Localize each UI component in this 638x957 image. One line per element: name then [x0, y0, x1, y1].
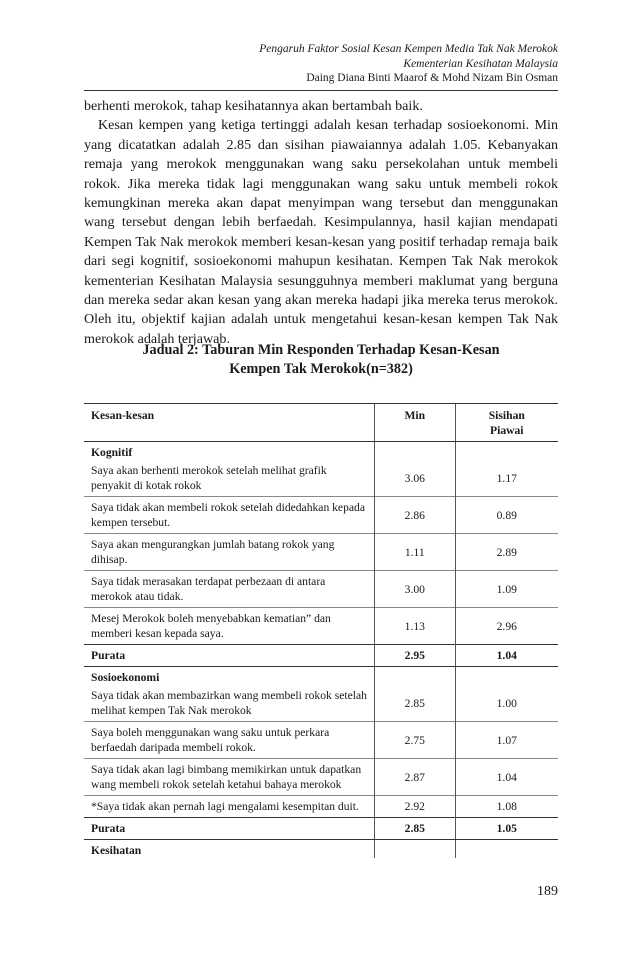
section-empty-cell: [455, 840, 558, 859]
section-empty-cell: [375, 667, 456, 686]
sd-cell: 1.17: [455, 460, 558, 497]
statement-cell: Saya tidak akan membazirkan wang membeli rokok setelah melihat kempen Tak Nak merokok: [91, 689, 367, 717]
col-header-sisihan: [455, 404, 558, 442]
min-cell: 2.87: [375, 759, 456, 796]
sd-cell: 1.00: [455, 685, 558, 722]
caption-line-2: Kempen Tak Merokok(n=382): [229, 361, 413, 377]
section-header-row: [84, 840, 558, 859]
min-cell: 2.85: [375, 685, 456, 722]
min-cell: 3.06: [375, 460, 456, 497]
col-header-sisihan-line1: Sisihan: [488, 409, 525, 422]
total-row: [84, 645, 558, 667]
paragraph-2: Kesan kempen yang ketiga tertinggi adalah kesan terhadap sosioekonomi. Min yang dicatatkan adalah 2.85 dan sisihan piawaiannya adalah 1.05. Kebanyakan remaja yang merokok menggunakan wang saku persekolahan untuk membeli rokok. Jika mereka tidak lagi menggunakan wang saku untuk membeli rokok kemungkinan mereka akan dapat menyimpan wang tersebut dan menggunakan wang tersebut dengan lebih berfaedah. Kesimpulannya, hasil kajian mendapati Kempen Tak Nak merokok memberi kesan-kesan yang positif terhadap remaja baik dari segi kognitif, sosioekonomi mahupun kesihatan. Kempen Tak Nak merokok kementerian Kesihatan Malaysia sesungguhnya memberi maklumat yang berguna dan mereka sedar akan kesan yang akan mereka hadapi jika mereka terus merokok. Oleh itu, objektif kajian adalah untuk mengetahui kesan-kesan kempen Tak Nak merokok adalah terjawab.: [84, 117, 558, 347]
min-cell: 3.00: [375, 571, 456, 608]
total-row: [84, 818, 558, 840]
col-header-kesan: Kesan-kesan: [84, 404, 375, 442]
total-label: Purata: [84, 645, 375, 667]
running-header: [259, 42, 558, 86]
header-title: Pengaruh Faktor Sosial Kesan Kempen Media Tak Nak Merokok: [259, 43, 558, 55]
section-empty-cell: [455, 442, 558, 461]
table-row: [84, 759, 558, 796]
header-rule: [84, 90, 558, 91]
statement-cell: *Saya tidak akan pernah lagi mengalami kesempitan duit.: [84, 796, 375, 818]
statement-cell: Saya akan mengurangkan jumlah batang rokok yang dihisap.: [84, 534, 375, 571]
table-row: [84, 460, 558, 497]
statement-cell: Mesej Merokok boleh menyebabkan kematian” dan memberi kesan kepada saya.: [84, 608, 375, 645]
table-row: [84, 497, 558, 534]
header-authors: Daing Diana Binti Maarof & Mohd Nizam Bin Osman: [306, 72, 558, 84]
total-sd: 1.04: [455, 645, 558, 667]
body-text: [84, 97, 558, 349]
section-empty-cell: [375, 840, 456, 859]
section-title: Kognitif: [84, 442, 375, 461]
sd-cell: 0.89: [455, 497, 558, 534]
min-cell: 2.86: [375, 497, 456, 534]
paragraph-1: berhenti merokok, tahap kesihatannya akan bertambah baik.: [84, 98, 423, 114]
table-row: [84, 608, 558, 645]
min-cell: 2.92: [375, 796, 456, 818]
total-sd: 1.05: [455, 818, 558, 840]
table-row: [84, 571, 558, 608]
statement-cell: Saya boleh menggunakan wang saku untuk perkara berfaedah daripada membeli rokok.: [84, 722, 375, 759]
statement-cell: Saya akan berhenti merokok setelah melihat grafik penyakit di kotak rokok: [91, 464, 327, 492]
table-row: [84, 685, 558, 722]
table-row: [84, 796, 558, 818]
sd-cell: 1.08: [455, 796, 558, 818]
total-label: Purata: [84, 818, 375, 840]
min-cell: 2.75: [375, 722, 456, 759]
sd-cell: 1.04: [455, 759, 558, 796]
statement-cell: Saya tidak akan lagi bimbang memikirkan untuk dapatkan wang membeli rokok setelah ketahui bahaya merokok: [84, 759, 375, 796]
total-min: 2.85: [375, 818, 456, 840]
sd-cell: 2.89: [455, 534, 558, 571]
header-subtitle: Kementerian Kesihatan Malaysia: [403, 57, 558, 70]
min-cell: 1.13: [375, 608, 456, 645]
results-table: [84, 403, 558, 858]
section-header-row: [84, 442, 558, 461]
table-row: [84, 534, 558, 571]
col-header-sisihan-line2: Piawai: [490, 424, 524, 437]
table-row: [84, 722, 558, 759]
section-header-row: [84, 667, 558, 686]
statement-cell: Saya tidak merasakan terdapat perbezaan di antara merokok atau tidak.: [84, 571, 375, 608]
page-number: 189: [537, 884, 558, 899]
sd-cell: 1.09: [455, 571, 558, 608]
section-title: Sosioekonomi: [84, 667, 375, 686]
sd-cell: 2.96: [455, 608, 558, 645]
table-caption: [84, 341, 558, 379]
statement-cell: Saya tidak akan membeli rokok setelah didedahkan kepada kempen tersebut.: [84, 497, 375, 534]
section-empty-cell: [375, 442, 456, 461]
min-cell: 1.11: [375, 534, 456, 571]
sd-cell: 1.07: [455, 722, 558, 759]
total-min: 2.95: [375, 645, 456, 667]
section-title: Kesihatan: [84, 840, 375, 859]
table-header-row: [84, 404, 558, 442]
col-header-min: Min: [375, 404, 456, 442]
caption-line-1: Jadual 2: Taburan Min Responden Terhadap Kesan-Kesan: [142, 342, 500, 358]
section-empty-cell: [455, 667, 558, 686]
